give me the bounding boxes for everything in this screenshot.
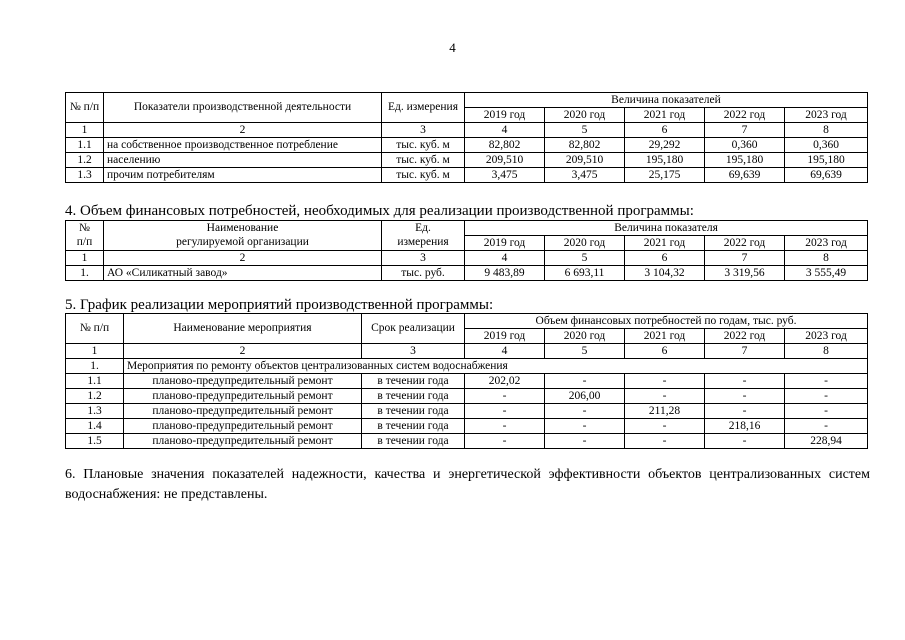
header-year: 2021 год bbox=[625, 236, 705, 251]
page-number: 4 bbox=[449, 40, 456, 55]
row-name: АО «Силикатный завод» bbox=[104, 266, 382, 281]
header-year: 2023 год bbox=[785, 329, 868, 344]
row-value: - bbox=[705, 374, 785, 389]
col-number: 8 bbox=[785, 344, 868, 359]
row-term: в течении года bbox=[362, 374, 465, 389]
header-year: 2021 год bbox=[625, 329, 705, 344]
row-value: - bbox=[545, 419, 625, 434]
header-indicator: Показатели производственной деятельности bbox=[104, 93, 382, 123]
header-year: 2020 год bbox=[545, 329, 625, 344]
row-num: 1.1 bbox=[66, 138, 104, 153]
row-value: 3,475 bbox=[545, 168, 625, 183]
header-value-group: Величина показателя bbox=[465, 221, 868, 236]
header-term: Срок реализации bbox=[362, 314, 465, 344]
row-num: 1.2 bbox=[66, 153, 104, 168]
col-number: 1 bbox=[66, 251, 104, 266]
row-value: - bbox=[705, 404, 785, 419]
row-value: 3 104,32 bbox=[625, 266, 705, 281]
row-value: - bbox=[545, 374, 625, 389]
col-number: 6 bbox=[625, 344, 705, 359]
row-value: 9 483,89 bbox=[465, 266, 545, 281]
row-value: - bbox=[625, 389, 705, 404]
row-num: 1.1 bbox=[66, 374, 124, 389]
header-year: 2022 год bbox=[705, 236, 785, 251]
header-year: 2021 год bbox=[625, 108, 705, 123]
row-value: - bbox=[785, 404, 868, 419]
row-value: - bbox=[545, 404, 625, 419]
col-number: 7 bbox=[705, 344, 785, 359]
header-value-group: Объем финансовых потребностей по годам, тыс. руб. bbox=[465, 314, 868, 329]
row-value: - bbox=[785, 374, 868, 389]
header-name: Наименование bbox=[104, 221, 382, 236]
table-row bbox=[66, 168, 868, 183]
header-num: № bbox=[66, 221, 104, 236]
header-year: 2022 год bbox=[705, 108, 785, 123]
table-row bbox=[66, 374, 868, 389]
row-num: 1.3 bbox=[66, 168, 104, 183]
row-value: 3 319,56 bbox=[705, 266, 785, 281]
column-number-row bbox=[66, 251, 868, 266]
col-number: 3 bbox=[362, 344, 465, 359]
financial-needs-table bbox=[65, 220, 868, 281]
col-number: 3 bbox=[382, 123, 465, 138]
row-value: - bbox=[785, 419, 868, 434]
schedule-table bbox=[65, 313, 868, 449]
row-value: 82,802 bbox=[465, 138, 545, 153]
col-number: 1 bbox=[66, 344, 124, 359]
col-number: 8 bbox=[785, 123, 868, 138]
header-num: п/п bbox=[66, 236, 104, 251]
header-year: 2023 год bbox=[785, 108, 868, 123]
row-value: 6 693,11 bbox=[545, 266, 625, 281]
row-num: 1.5 bbox=[66, 434, 124, 449]
header-value-group: Величина показателей bbox=[465, 93, 868, 108]
row-name: населению bbox=[104, 153, 382, 168]
header-name: регулируемой организации bbox=[104, 236, 382, 251]
row-value: 211,28 bbox=[625, 404, 705, 419]
row-value: 218,16 bbox=[705, 419, 785, 434]
row-value: - bbox=[625, 434, 705, 449]
row-term: в течении года bbox=[362, 404, 465, 419]
row-value: 206,00 bbox=[545, 389, 625, 404]
row-value: 25,175 bbox=[625, 168, 705, 183]
col-number: 2 bbox=[104, 123, 382, 138]
row-unit: тыс. куб. м bbox=[382, 138, 465, 153]
col-number: 7 bbox=[705, 251, 785, 266]
row-name: планово-предупредительный ремонт bbox=[124, 389, 362, 404]
row-value: 69,639 bbox=[705, 168, 785, 183]
col-number: 2 bbox=[104, 251, 382, 266]
row-value: 29,292 bbox=[625, 138, 705, 153]
col-number: 4 bbox=[465, 251, 545, 266]
row-num: 1.4 bbox=[66, 419, 124, 434]
header-year: 2022 год bbox=[705, 329, 785, 344]
header-year: 2023 год bbox=[785, 236, 868, 251]
column-number-row bbox=[66, 123, 868, 138]
col-number: 5 bbox=[545, 251, 625, 266]
row-value: 82,802 bbox=[545, 138, 625, 153]
table-row bbox=[66, 389, 868, 404]
row-value: - bbox=[465, 389, 545, 404]
row-value: 0,360 bbox=[785, 138, 868, 153]
row-value: - bbox=[705, 434, 785, 449]
col-number: 3 bbox=[382, 251, 465, 266]
table-row bbox=[66, 266, 868, 281]
row-value: - bbox=[625, 374, 705, 389]
table-row bbox=[66, 138, 868, 153]
row-value: 195,180 bbox=[785, 153, 868, 168]
header-unit: Ед. bbox=[382, 221, 465, 236]
row-value: - bbox=[625, 419, 705, 434]
row-value: 195,180 bbox=[625, 153, 705, 168]
row-term: в течении года bbox=[362, 434, 465, 449]
column-number-row bbox=[66, 344, 868, 359]
table-row bbox=[66, 434, 868, 449]
header-year: 2019 год bbox=[465, 329, 545, 344]
row-term: в течении года bbox=[362, 389, 465, 404]
row-unit: тыс. куб. м bbox=[382, 168, 465, 183]
row-value: 3 555,49 bbox=[785, 266, 868, 281]
section-6-text: 6. Плановые значения показателей надежности, качества и энергетической эффективности объектов централизованных систем водоснабжения: не представлены. bbox=[65, 467, 870, 502]
header-unit: Ед. измерения bbox=[382, 93, 465, 123]
row-value: 228,94 bbox=[785, 434, 868, 449]
row-value: 69,639 bbox=[785, 168, 868, 183]
row-value: 195,180 bbox=[705, 153, 785, 168]
col-number: 8 bbox=[785, 251, 868, 266]
row-name: на собственное производственное потребление bbox=[104, 138, 382, 153]
header-num: № п/п bbox=[66, 93, 104, 123]
row-name: планово-предупредительный ремонт bbox=[124, 374, 362, 389]
row-value: 3,475 bbox=[465, 168, 545, 183]
col-number: 4 bbox=[465, 344, 545, 359]
row-value: - bbox=[465, 434, 545, 449]
col-number: 1 bbox=[66, 123, 104, 138]
table-row bbox=[66, 404, 868, 419]
row-name: прочим потребителям bbox=[104, 168, 382, 183]
row-name: планово-предупредительный ремонт bbox=[124, 404, 362, 419]
col-number: 7 bbox=[705, 123, 785, 138]
row-value: 202,02 bbox=[465, 374, 545, 389]
row-name: планово-предупредительный ремонт bbox=[124, 434, 362, 449]
header-year: 2019 год bbox=[465, 108, 545, 123]
header-year: 2020 год bbox=[545, 108, 625, 123]
header-unit: измерения bbox=[382, 236, 465, 251]
table-row bbox=[66, 419, 868, 434]
col-number: 6 bbox=[625, 123, 705, 138]
col-number: 5 bbox=[545, 123, 625, 138]
row-num: 1. bbox=[66, 266, 104, 281]
production-indicators-table bbox=[65, 92, 868, 183]
row-value: 209,510 bbox=[465, 153, 545, 168]
row-num: 1.2 bbox=[66, 389, 124, 404]
section-5-heading: 5. График реализации мероприятий производственной программы: bbox=[65, 297, 494, 313]
col-number: 5 bbox=[545, 344, 625, 359]
row-value: 209,510 bbox=[545, 153, 625, 168]
header-year: 2020 год bbox=[545, 236, 625, 251]
row-value: - bbox=[465, 404, 545, 419]
group-name: Мероприятия по ремонту объектов централизованных систем водоснабжения bbox=[124, 359, 868, 374]
row-value: - bbox=[705, 389, 785, 404]
header-name: Наименование мероприятия bbox=[124, 314, 362, 344]
row-value: - bbox=[785, 389, 868, 404]
col-number: 4 bbox=[465, 123, 545, 138]
group-row bbox=[66, 359, 868, 374]
col-number: 6 bbox=[625, 251, 705, 266]
group-num: 1. bbox=[66, 359, 124, 374]
row-unit: тыс. куб. м bbox=[382, 153, 465, 168]
row-name: планово-предупредительный ремонт bbox=[124, 419, 362, 434]
row-value: 0,360 bbox=[705, 138, 785, 153]
header-num: № п/п bbox=[66, 314, 124, 344]
row-num: 1.3 bbox=[66, 404, 124, 419]
row-value: - bbox=[465, 419, 545, 434]
col-number: 2 bbox=[124, 344, 362, 359]
row-unit: тыс. руб. bbox=[382, 266, 465, 281]
section-4-heading: 4. Объем финансовых потребностей, необходимых для реализации производственной программы: bbox=[65, 203, 694, 219]
table-row bbox=[66, 153, 868, 168]
row-value: - bbox=[545, 434, 625, 449]
header-year: 2019 год bbox=[465, 236, 545, 251]
row-term: в течении года bbox=[362, 419, 465, 434]
